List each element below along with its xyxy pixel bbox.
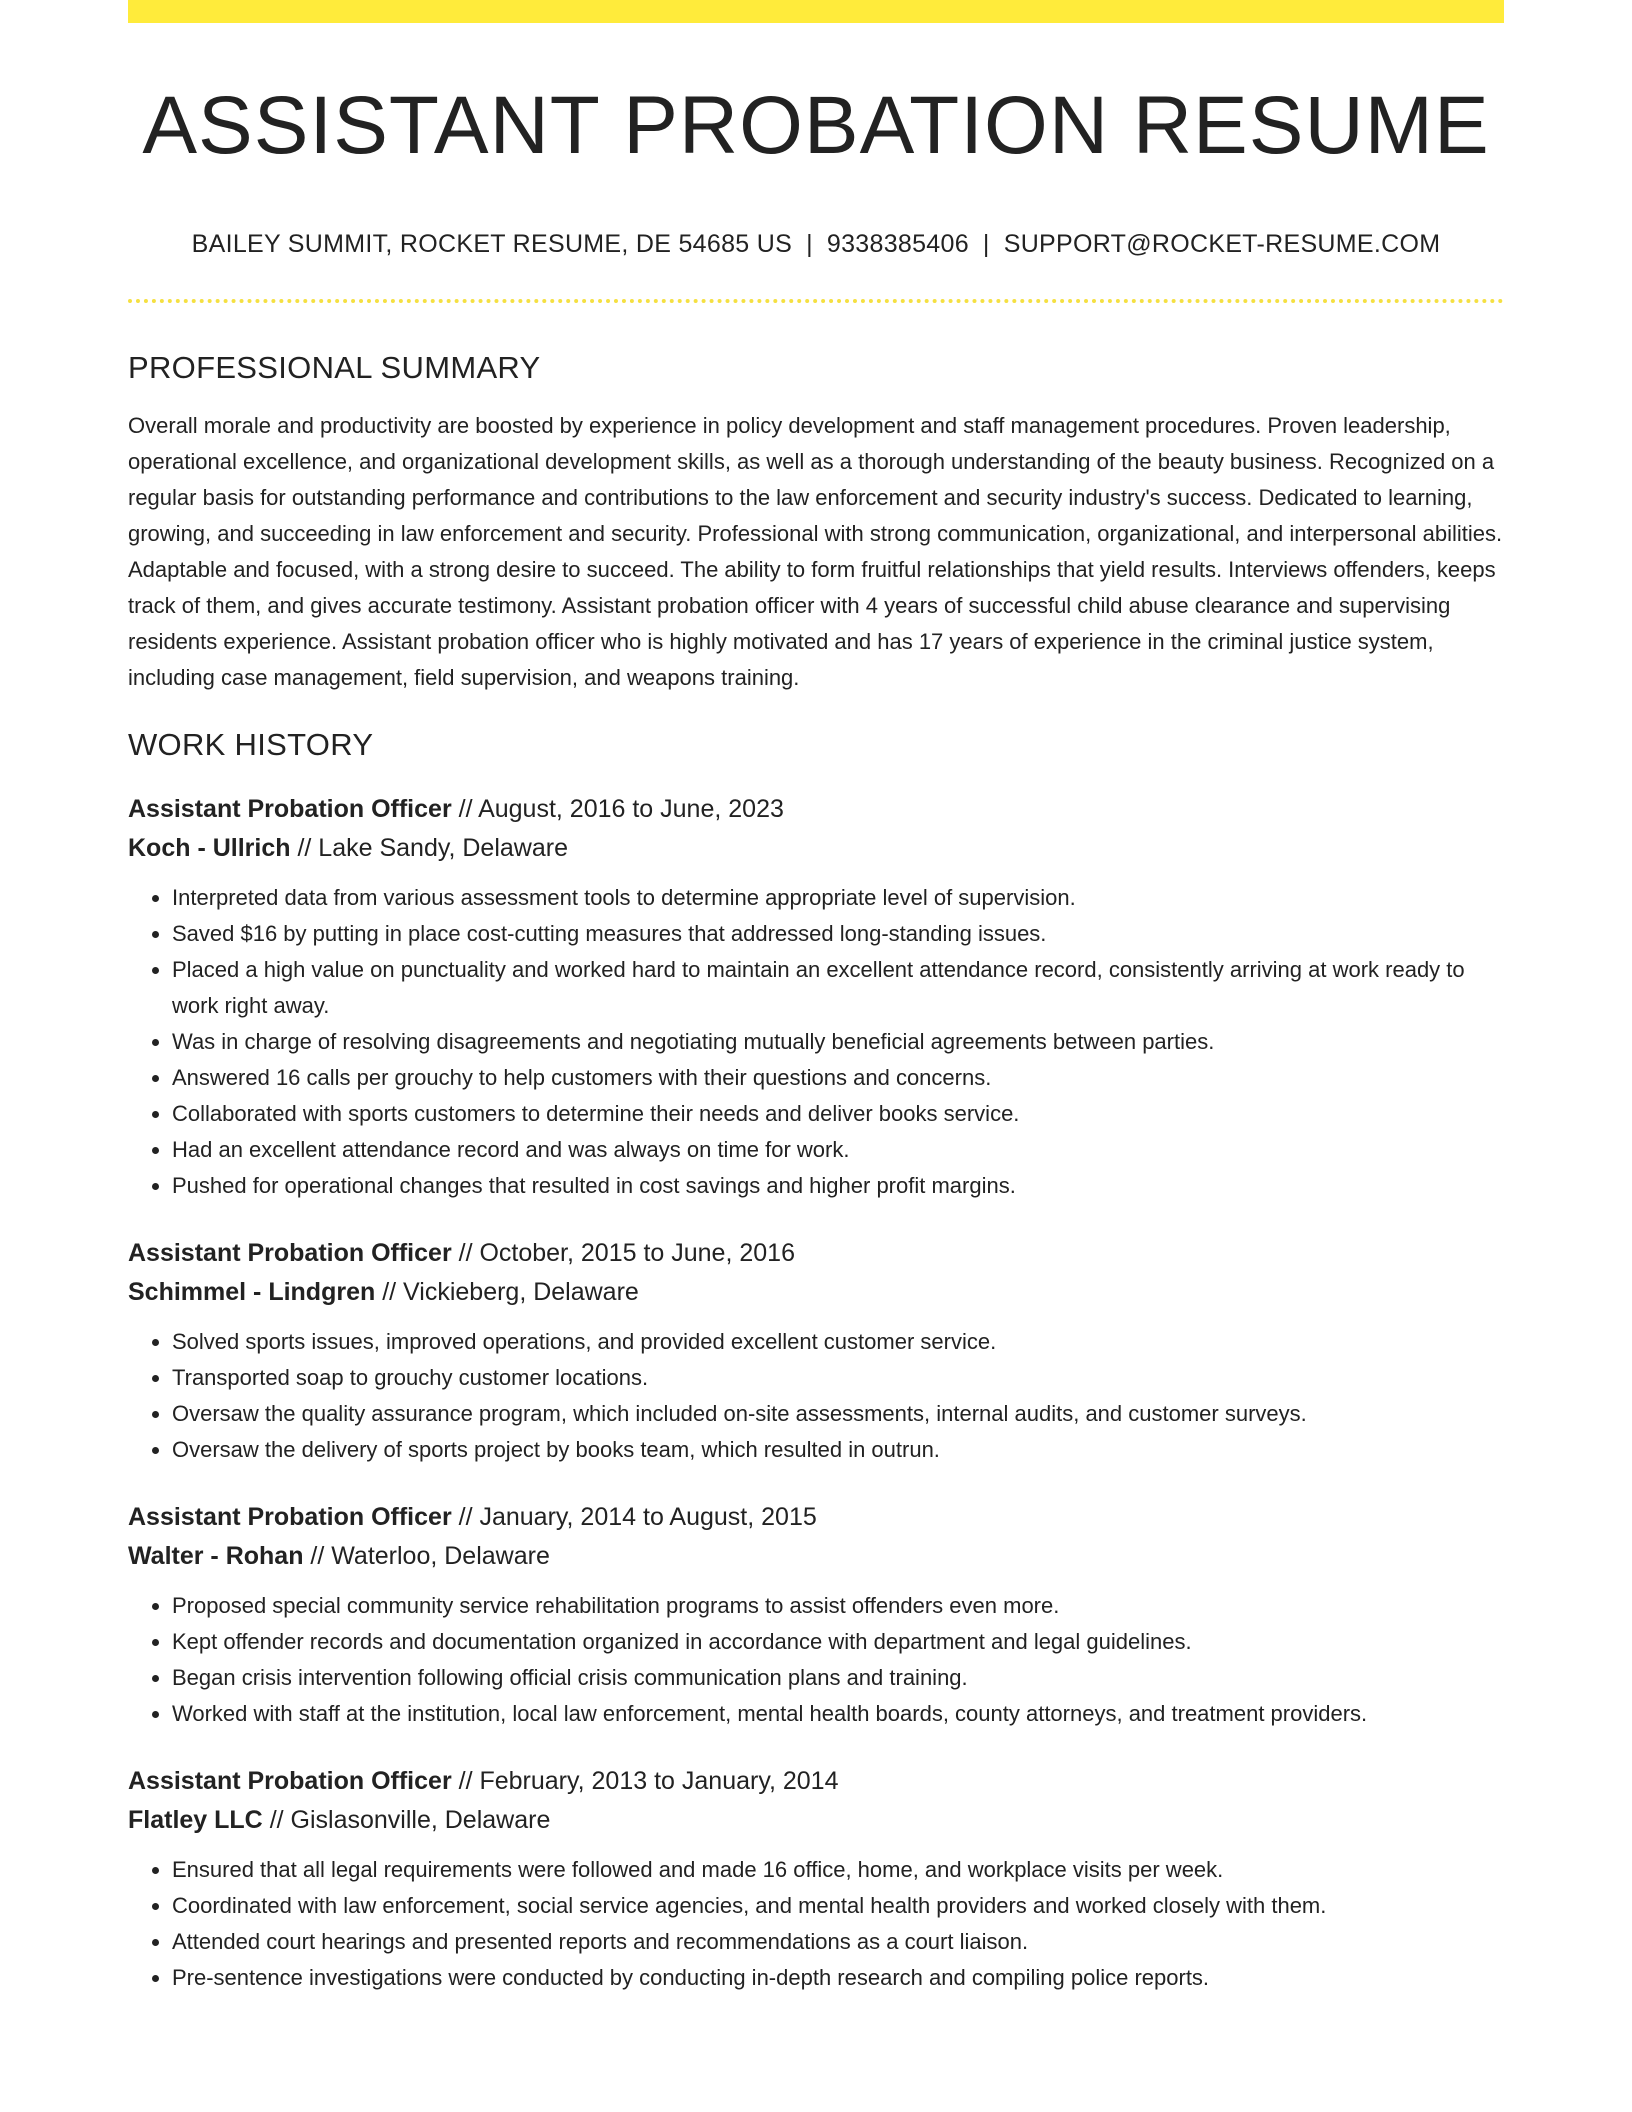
- job-title: Assistant Probation Officer: [128, 1766, 452, 1795]
- job-location: // Vickieberg, Delaware: [375, 1277, 639, 1306]
- job-location: // Gislasonville, Delaware: [262, 1805, 551, 1834]
- job-bullet: • Saved $16 by putting in place cost-cutting measures that addressed long-standing issues.: [172, 916, 1504, 952]
- accent-bar: [128, 0, 1504, 23]
- summary-heading: PROFESSIONAL SUMMARY: [128, 350, 541, 386]
- job-bullet: • Was in charge of resolving disagreements and negotiating mutually beneficial agreements between parties.: [172, 1024, 1504, 1060]
- summary-text: Overall morale and productivity are boosted by experience in policy development and staff management procedures. Proven leadership, operational excellence, and organizational development skills, as well as a thorough understanding of the beauty business. Recognized on a regular basis for outstanding performance and contributions to the law enforcement and security industry's success. Dedicated to learning, growing, and succeeding in law enforcement and security. Professional with strong communication, organizational, and interpersonal abilities. Adaptable and focused, with a strong desire to succeed. The ability to form fruitful relationships that yield results. Interviews offenders, keeps track of them, and gives accurate testimony. Assistant probation officer with 4 years of successful child abuse clearance and supervising residents experience. Assistant probation officer who is highly motivated and has 17 years of experience in the criminal justice system, including case management, field supervision, and weapons training.: [128, 413, 1503, 691]
- job-company: Flatley LLC: [128, 1805, 263, 1834]
- job-bullet: • Pre-sentence investigations were conducted by conducting in-depth research and compiling police reports.: [172, 1960, 1504, 1996]
- job-bullets: [128, 1324, 1504, 1468]
- job-company-line: [128, 829, 1504, 868]
- job-entry: [128, 1234, 1504, 1468]
- job-bullet: • Oversaw the delivery of sports project by books team, which resulted in outrun.: [172, 1432, 1504, 1468]
- job-bullet: • Worked with staff at the institution, local law enforcement, mental health boards, county attorneys, and treatment providers.: [172, 1696, 1504, 1732]
- job-title: Assistant Probation Officer: [128, 1502, 452, 1531]
- resume-title: ASSISTANT PROBATION RESUME: [142, 80, 1490, 171]
- contact-phone: 9338385406: [826, 230, 969, 259]
- job-location: // Lake Sandy, Delaware: [290, 833, 568, 862]
- job-company-line: [128, 1537, 1504, 1576]
- job-location: // Waterloo, Delaware: [303, 1541, 550, 1570]
- job-dates: // January, 2014 to August, 2015: [451, 1502, 817, 1531]
- job-bullets: [128, 1588, 1504, 1732]
- job-company: Schimmel - Lindgren: [128, 1277, 376, 1306]
- job-list: [128, 790, 1504, 1996]
- job-dates: // February, 2013 to January, 2014: [451, 1766, 839, 1795]
- job-title-line: [128, 790, 1504, 829]
- contact-separator: |: [806, 230, 813, 259]
- job-company: Koch - Ullrich: [128, 833, 291, 862]
- job-bullet: • Had an excellent attendance record and was always on time for work.: [172, 1132, 1504, 1168]
- job-bullets: [128, 1852, 1504, 1996]
- job-company-line: [128, 1801, 1504, 1840]
- contact-separator: |: [982, 230, 990, 259]
- job-bullet: • Coordinated with law enforcement, social service agencies, and mental health providers and worked closely with them.: [172, 1888, 1504, 1924]
- job-bullet: • Oversaw the quality assurance program, which included on-site assessments, internal audits, and customer surveys.: [172, 1396, 1504, 1432]
- job-entry: [128, 1498, 1504, 1732]
- job-dates: // October, 2015 to June, 2016: [451, 1238, 795, 1267]
- resume-page: [128, 0, 1504, 1996]
- contact-email: SUPPORT@ROCKET-RESUME.COM: [1003, 230, 1441, 259]
- contact-line: [128, 229, 1504, 259]
- job-bullet: • Transported soap to grouchy customer locations.: [172, 1360, 1504, 1396]
- job-bullet: • Placed a high value on punctuality and worked hard to maintain an excellent attendance record, consistently arriving at work ready to work right away.: [172, 952, 1504, 1024]
- dotted-divider: [128, 299, 1504, 303]
- job-company: Walter - Rohan: [128, 1541, 304, 1570]
- job-company-line: [128, 1273, 1504, 1312]
- contact-address: BAILEY SUMMIT, ROCKET RESUME, DE 54685 US: [191, 230, 793, 259]
- job-bullet: • Interpreted data from various assessment tools to determine appropriate level of supervision.: [172, 880, 1504, 916]
- job-bullet: • Kept offender records and documentation organized in accordance with department and legal guidelines.: [172, 1624, 1504, 1660]
- work-history-heading: WORK HISTORY: [128, 727, 374, 763]
- job-entry: [128, 1762, 1504, 1996]
- job-bullet: • Answered 16 calls per grouchy to help customers with their questions and concerns.: [172, 1060, 1504, 1096]
- job-bullet: • Collaborated with sports customers to determine their needs and deliver books service.: [172, 1096, 1504, 1132]
- job-title-line: [128, 1762, 1504, 1801]
- job-title-line: [128, 1234, 1504, 1273]
- job-bullet: • Solved sports issues, improved operations, and provided excellent customer service.: [172, 1324, 1504, 1360]
- job-bullet: • Began crisis intervention following official crisis communication plans and training.: [172, 1660, 1504, 1696]
- job-bullet: • Attended court hearings and presented reports and recommendations as a court liaison.: [172, 1924, 1504, 1960]
- job-bullets: [128, 880, 1504, 1204]
- job-bullet: • Ensured that all legal requirements were followed and made 16 office, home, and workplace visits per week.: [172, 1852, 1504, 1888]
- job-dates: // August, 2016 to June, 2023: [451, 794, 784, 823]
- job-title: Assistant Probation Officer: [128, 794, 452, 823]
- job-title: Assistant Probation Officer: [128, 1238, 452, 1267]
- job-bullet: • Proposed special community service rehabilitation programs to assist offenders even more.: [172, 1588, 1504, 1624]
- job-entry: [128, 790, 1504, 1204]
- job-bullet: • Pushed for operational changes that resulted in cost savings and higher profit margins.: [172, 1168, 1504, 1204]
- job-title-line: [128, 1498, 1504, 1537]
